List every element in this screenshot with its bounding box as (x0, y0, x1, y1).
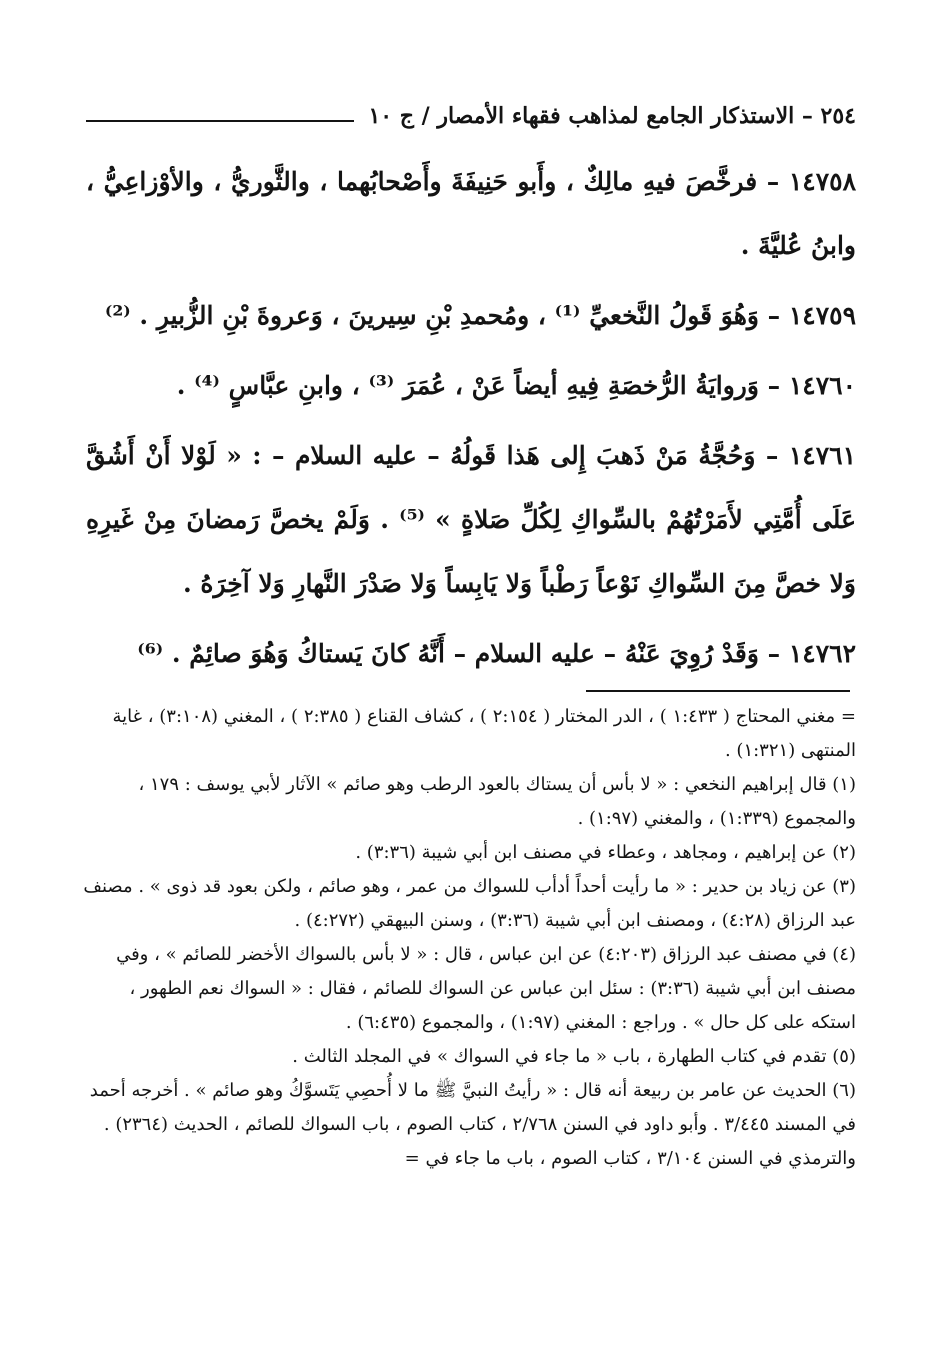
running-header: ٢٥٤ – الاستذكار الجامع لمذاهب فقهاء الأمصار / ج ١٠ (368, 103, 856, 129)
paragraph-14761: ١٤٧٦١ – وَحُجَّةُ مَنْ ذَهبَ إِلى هَذا قَولُهُ – عليه السلام – : « لَوْلا أَنْ أَشُقَّ عَلَى أُمَّتِي لأَمَرْتُهُمْ بالسِّواكِ لِكُلِّ صَلاةٍ » ⁽⁵⁾ . وَلَمْ يخصَّ رَمضانَ مِنْ غَيرِهِ وَلا خصَّ مِنَ السِّواكِ نَوْعاً رَطْباً وَلا يَابِساً وَلا صَدْرَ النَّهارِ وَلا آخِرَهُ . (86, 441, 856, 598)
header-rule (86, 120, 354, 122)
main-text (86, 150, 856, 692)
footnote-3: (٣) عن زياد بن حدير : « ما رأيت أحداً أدأب للسواك من عمر ، وهو صائم ، ولكن بعود قد ذوى » . مصنف عبد الرزاق (٤:٢٨) ، ومصنف ابن أبي شيبة (٣:٣٦) ، وسنن البيهقي (٤:٢٧٢) . (83, 876, 856, 931)
footnote-6: (٦) الحديث عن عامر بن ربيعة أنه قال : « رأيتُ النبيَّ ﷺ ما لا أُحصِي يَتَسوَّكُ وهو صائم » . أخرجه أحمد في المسند ٣/٤٤٥ . وأبو داود في السنن ٢/٧٦٨ ، كتاب الصوم ، باب السواك للصائم ، الحديث (٢٣٦٤) . والترمذي في السنن ٣/١٠٤ ، كتاب الصوم ، باب ما جاء في = (89, 1080, 856, 1169)
page-header (86, 92, 856, 132)
paragraph-14759: ١٤٧٥٩ – وَهُوَ قَولُ النَّخعيِّ ⁽¹⁾ ، ومُحمدِ بْنِ سِيرينَ ، وَعروةَ بْنِ الزُّبيرِ . ⁽²⁾ (104, 301, 856, 330)
paragraph-14758: ١٤٧٥٨ – فرخَّصَ فيهِ مالِكٌ ، وأَبو حَنِيفَةَ وأَصْحابُهما ، والثَّوريُّ ، والأوْزاعِيُّ ، وابنُ عُليَّةَ . (86, 167, 856, 260)
paragraph-14760: ١٤٧٦٠ – وَروايَةُ الرُّخصَةِ فِيهِ أيضاً عَنْ ، عُمَرَ ⁽³⁾ ، وابنِ عبَّاسٍ ⁽⁴⁾ . (176, 371, 856, 400)
footnote-1: (١) قال إبراهيم النخعي : « لا بأس أن يستاك بالعود الرطب وهو صائم » الآثار لأبي يوسف : ١٧٩ ، والمجموع (١:٣٣٩) ، والمغني (١:٩٧) . (138, 774, 856, 829)
paragraph-14762: ١٤٧٦٢ – وَقَدْ رُوِيَ عَنْهُ – عليه السلام – أَنَّهُ كانَ يَستاكُ وَهُوَ صائِمٌ . ⁽⁶⁾ (137, 639, 856, 668)
footnote-4: (٤) في مصنف عبد الرزاق (٤:٢٠٣) عن ابن عباس ، قال : « لا بأس بالسواك الأخضر للصائم » ، وفي مصنف ابن أبي شيبة (٣:٣٦) : سئل ابن عباس عن السواك للصائم ، فقال : « السواك نعم الطهور ، استكه على كل حال » . وراجع : المغني (١:٩٧) ، والمجموع (٦:٤٣٥) . (116, 944, 856, 1033)
footnotes (81, 700, 856, 1176)
footnote-2: (٢) عن إبراهيم ، ومجاهد ، وعطاء في مصنف ابن أبي شيبة (٣:٣٦) . (355, 842, 856, 863)
footnote-separator (586, 690, 850, 692)
footnote-5: (٥) تقدم في كتاب الطهارة ، باب « ما جاء في السواك » في المجلد الثالث . (292, 1046, 856, 1067)
footnote-continued: = مغني المحتاج ( ١:٤٣٣ ) ، الدر المختار ( ٢:١٥٤ ) ، كشاف القناع ( ٢:٣٨٥ ) ، المغني (٣:١٠٨) ، غاية المنتهى (١:٣٢١) . (112, 706, 856, 761)
